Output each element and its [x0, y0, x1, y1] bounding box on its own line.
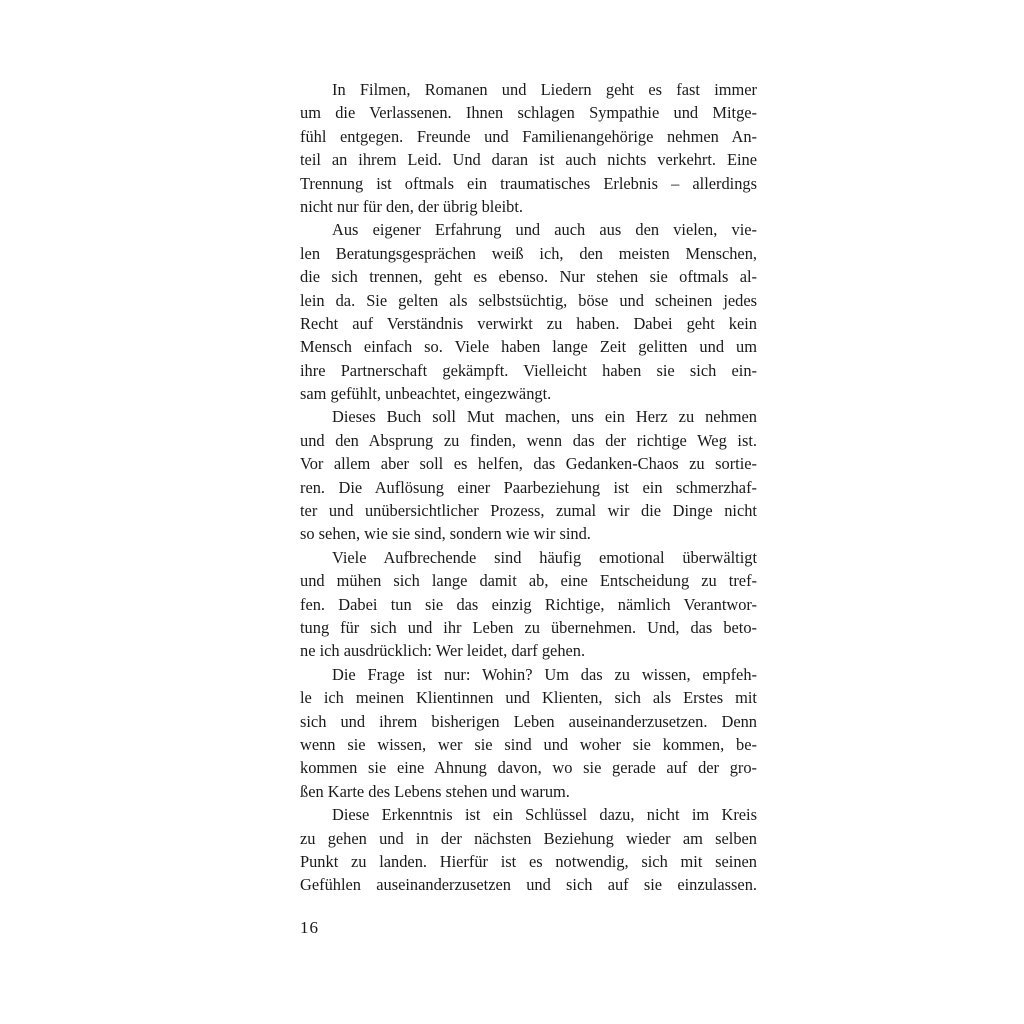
text-line: kommen sie eine Ahnung davon, wo sie gerade auf der gro- [300, 758, 757, 778]
text-line: Mensch einfach so. Viele haben lange Zeit gelitten und um [300, 337, 757, 357]
paragraph-2 [300, 218, 757, 405]
text-line: In Filmen, Romanen und Liedern geht es fast immer [332, 80, 757, 99]
text-line: Dieses Buch soll Mut machen, uns ein Herz zu nehmen [332, 407, 757, 427]
text-line: Trennung ist oftmals ein traumatisches Erlebnis – allerdings [300, 173, 757, 193]
text-line: ihre Partnerschaft gekämpft. Vielleicht haben sie sich ein- [300, 360, 757, 380]
text-line: Diese Erkenntnis ist ein Schlüssel dazu, nicht im Kreis [332, 805, 757, 825]
text-line: zu gehen und in der nächsten Beziehung wieder am selben [300, 828, 757, 848]
paragraph-4 [300, 546, 757, 663]
text-line: ne ich ausdrücklich: Wer leidet, darf gehen. [300, 641, 586, 661]
paragraph-5 [300, 663, 757, 803]
text-line: nicht nur für den, der übrig bleibt. [300, 196, 524, 216]
text-line: Gefühlen auseinanderzusetzen und sich auf sie einzulassen. [300, 875, 757, 895]
text-line: die sich trennen, geht es ebenso. Nur stehen sie oftmals al- [300, 267, 757, 287]
text-line: um die Verlassenen. Ihnen schlagen Sympathie und Mitge- [300, 103, 757, 123]
text-line: ter und unübersichtlicher Prozess, zumal wir die Dinge nicht [300, 501, 757, 521]
text-line: wenn sie wissen, wer sie sind und woher sie kommen, be- [300, 734, 757, 754]
text-line: so sehen, wie sie sind, sondern wie wir sind. [300, 524, 591, 544]
paragraph-3 [300, 405, 757, 545]
book-page-body [300, 78, 757, 897]
text-line: Viele Aufbrechende sind häufig emotional überwältigt [332, 547, 757, 567]
text-line: Die Frage ist nur: Wohin? Um das zu wissen, empfeh- [332, 664, 757, 684]
text-line: Aus eigener Erfahrung und auch aus den vielen, vie- [332, 220, 757, 240]
text-line: le ich meinen Klientinnen und Klienten, sich als Erstes mit [300, 688, 757, 708]
text-line: ren. Die Auflösung einer Paarbeziehung ist ein schmerzhaf- [300, 477, 757, 497]
text-line: Recht auf Verständnis verwirkt zu haben. Dabei geht kein [300, 313, 757, 333]
paragraph-6 [300, 803, 757, 897]
text-line: ßen Karte des Lebens stehen und warum. [300, 781, 570, 801]
text-line: fen. Dabei tun sie das einzig Richtige, nämlich Verantwor- [300, 594, 757, 614]
text-line: Vor allem aber soll es helfen, das Gedanken-Chaos zu sortie- [300, 454, 757, 474]
text-line: und mühen sich lange damit ab, eine Entscheidung zu tref- [300, 571, 757, 591]
page-number: 16 [300, 918, 319, 937]
text-line: und den Absprung zu finden, wenn das der richtige Weg ist. [300, 430, 757, 450]
text-line: sich und ihrem bisherigen Leben auseinanderzusetzen. Denn [300, 711, 757, 731]
text-line: teil an ihrem Leid. Und daran ist auch nichts verkehrt. Eine [300, 150, 757, 170]
text-line: sam gefühlt, unbeachtet, eingezwängt. [300, 384, 552, 404]
text-line: fühl entgegen. Freunde und Familienangehörige nehmen An- [300, 126, 757, 146]
text-line: len Beratungsgesprächen weiß ich, den meisten Menschen, [300, 243, 757, 263]
text-line: Punkt zu landen. Hierfür ist es notwendig, sich mit seinen [300, 851, 757, 871]
paragraph-1 [300, 78, 757, 218]
text-line: tung für sich und ihr Leben zu übernehmen. Und, das beto- [300, 617, 757, 637]
text-line: lein da. Sie gelten als selbstsüchtig, böse und scheinen jedes [300, 290, 757, 310]
